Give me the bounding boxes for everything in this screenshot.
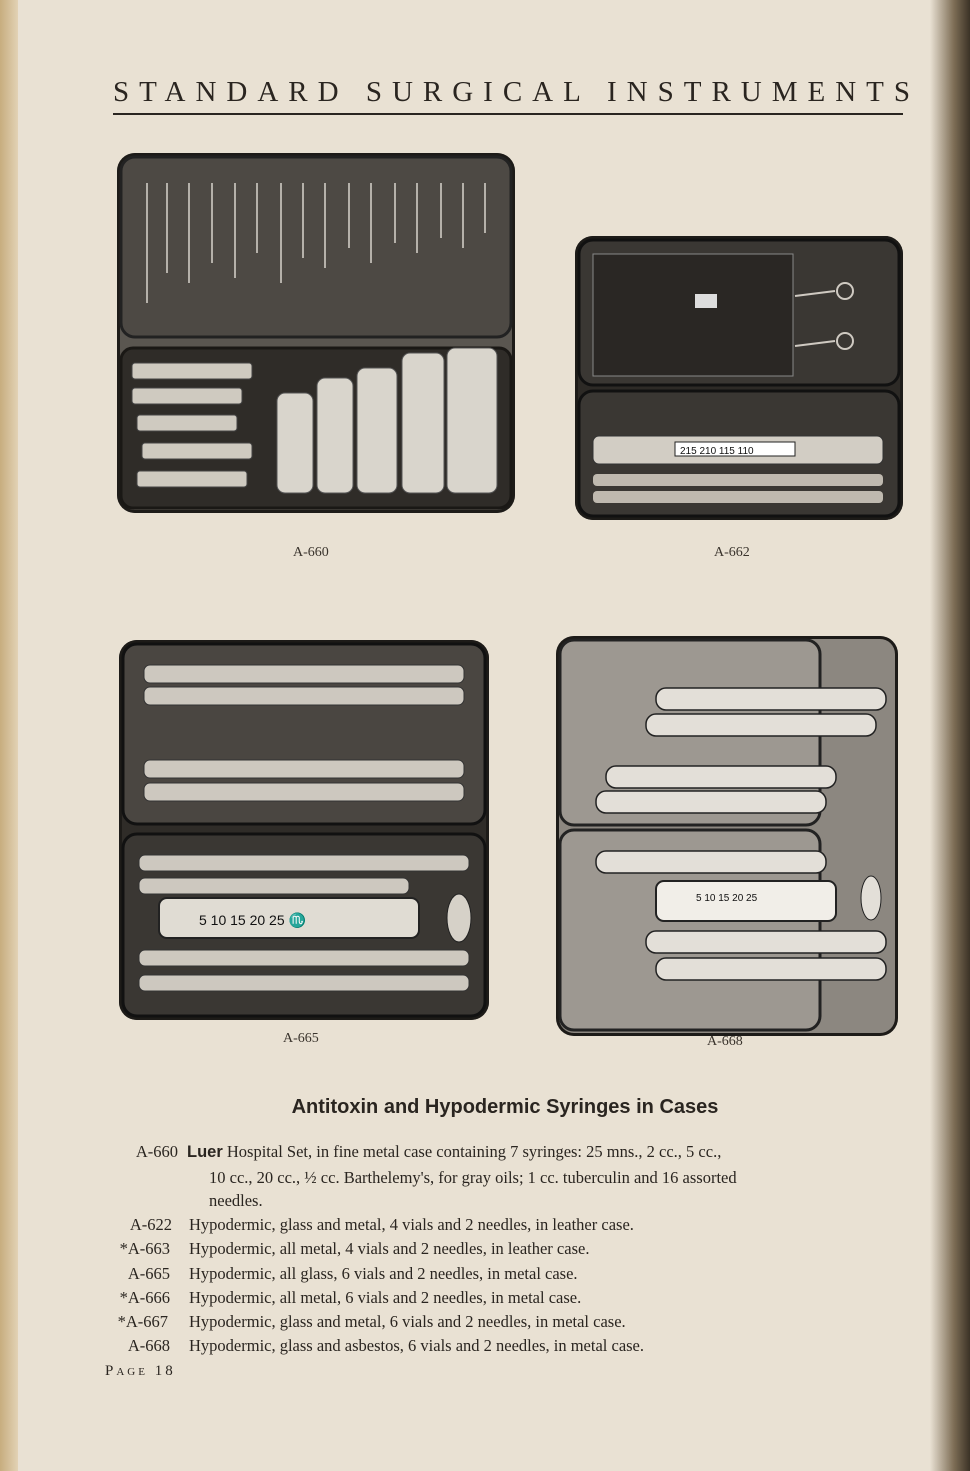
page-gutter-shadow bbox=[930, 0, 970, 1471]
entry-description: Hypodermic, glass and metal, 4 vials and 2 needles, in leather case. bbox=[189, 1215, 634, 1234]
entry-text: Hospital Set, in fine metal case containing 7 syringes: 25 mns., 2 cc., 5 cc., bbox=[222, 1142, 722, 1161]
entry-description: Hypodermic, all metal, 6 vials and 2 needles, in metal case. bbox=[189, 1288, 582, 1307]
figure-a660-label: A-660 bbox=[293, 545, 329, 560]
header-rule bbox=[113, 113, 903, 115]
entry-code: *A-667 bbox=[117, 1312, 168, 1331]
figure-a665-image bbox=[119, 640, 489, 1020]
figure-a662-image bbox=[575, 236, 903, 520]
figure-a662-label: A-662 bbox=[714, 545, 750, 560]
entry-code: *A-666 bbox=[119, 1288, 170, 1307]
page-number: Page 18 bbox=[105, 1363, 176, 1379]
page-header: STANDARD SURGICAL INSTRUMENTS bbox=[113, 76, 921, 108]
entry-code: *A-663 bbox=[119, 1239, 170, 1258]
entry-code: A-668 bbox=[127, 1336, 170, 1355]
a662-syringe-scale: 215 210 115 110 bbox=[680, 446, 754, 457]
a665-syringe-scale: 5 10 15 20 25 ♏ bbox=[199, 912, 306, 928]
figure-a665-label: A-665 bbox=[283, 1031, 319, 1046]
entry-description: Hypodermic, glass and metal, 6 vials and 2 needles, in metal case. bbox=[189, 1312, 626, 1331]
a668-syringe-scale: 5 10 15 20 25 bbox=[696, 893, 758, 904]
figure-a668-label: A-668 bbox=[707, 1034, 743, 1049]
entry-description bbox=[187, 1140, 907, 1164]
entry-description-cont: needles. bbox=[209, 1191, 263, 1210]
entry-description: Hypodermic, all glass, 6 vials and 2 needles, in metal case. bbox=[189, 1264, 578, 1283]
page-binding-edge bbox=[0, 0, 18, 1471]
entry-code: A-660 bbox=[135, 1142, 178, 1161]
section-title: Antitoxin and Hypodermic Syringes in Cases bbox=[291, 1096, 719, 1118]
entry-description: Hypodermic, glass and asbestos, 6 vials and 2 needles, in metal case. bbox=[189, 1336, 645, 1355]
figure-a660-image bbox=[117, 153, 515, 513]
entry-description-cont: 10 cc., 20 cc., ½ cc. Barthelemy's, for gray oils; 1 cc. tuberculin and 16 assorted bbox=[209, 1168, 737, 1187]
figure-a668-image bbox=[556, 636, 898, 1036]
entry-code: A-622 bbox=[129, 1215, 172, 1234]
entry-bold-term: Luer bbox=[187, 1143, 223, 1161]
entry-code: A-665 bbox=[127, 1264, 170, 1283]
entry-description: Hypodermic, all metal, 4 vials and 2 needles, in leather case. bbox=[189, 1239, 590, 1258]
